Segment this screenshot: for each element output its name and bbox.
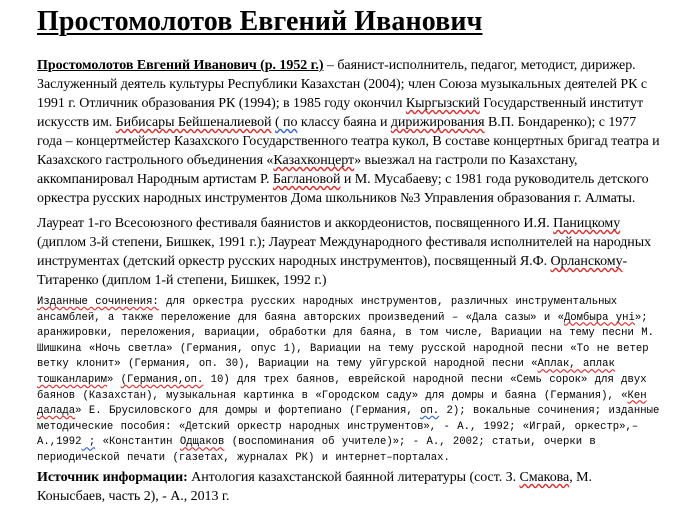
grammar-check-word: ( по: [274, 115, 298, 130]
works-text: для оркестра русских народных инструментов, различных инструментальных ансамблей, а также переложение для баяна авторских произведений – «Дала сазы» и «: [37, 296, 618, 324]
spellcheck-word: Бибисары Бейшеналиевой: [115, 115, 272, 130]
works-text: » Е. Брусиловского для домры и фортепиано (Германия,: [75, 405, 421, 418]
biography-paragraph: [37, 56, 662, 208]
source-text: Антология казахстанской баянной литературы (сост. З.: [187, 470, 520, 485]
bio-text: и М. Мусабаеву; с 1981 года руководитель детского оркестра русских народных инструментов Дома школьников №3 Управления образования г. Алматы.: [37, 172, 649, 206]
laureate-text: -Титаренко (диплом 1-й степени, Бишкек, 1992 г.): [37, 254, 628, 288]
laureate-text: Лауреат 1-го Всесоюзного фестиваля баянистов и аккордеонистов, посвященного И.Я.: [37, 216, 554, 231]
laureate-text: (диплом 3-й степени, Бишкек, 1991 г.); Лауреат Международного фестиваля исполнителей на народных инструментах (детский оркестр русских народных инструментов), посвященный Я.Ф.: [37, 235, 652, 269]
bio-text: классу баяна и: [297, 115, 391, 130]
spellcheck-word: дирижирования: [390, 115, 485, 130]
spellcheck-word: Одщаков: [179, 436, 225, 449]
bio-text: – баянист-исполнитель, педагог, методист, дирижер. Заслуженный деятель культуры Республики Казахстан (2004); член Союза музыкальных деятелей РК с 1991 г. Отличник образования РК (1994); в 1985 году окончил: [37, 58, 648, 111]
spellcheck-word: Кен: [627, 389, 647, 402]
works-label: Изданные сочинения:: [37, 296, 159, 308]
person-name-dates: Простомолотов Евгений Иванович (р. 1952 г.): [37, 58, 324, 73]
spellcheck-word: Смакова: [519, 470, 570, 485]
works-text: »; аранжировки, переложения, вариации, обработки для баяна, в том числе, Вариации на тему песни М. Шишкина «Ночь светла» (Германия, опус 1), Вариации на тему русской народной песни «То не ветер ветку клонит» (Германия, оп. 30), Вариации на тему уйгурской народной песни «: [37, 311, 654, 371]
grammar-check-word: оп.: [420, 405, 440, 418]
spellcheck-word: далада: [37, 405, 76, 418]
bio-text: » выезжал на гастроли по Казахстану, аккомпанировал Народным артистам Р.: [37, 153, 578, 187]
spellcheck-word: Паницкому: [553, 216, 621, 231]
works-text: 2); вокальные сочинения; изданные методические пособия: «Детский оркестр народных инструментов», - А., 1992; «Играй, оркестр»,– А.,1992: [37, 405, 660, 449]
source-text: , М. Конысбаев, часть 2), - А., 2013 г.: [37, 470, 592, 504]
works-text: 10) для трех баянов, еврейской народной песни «Семь сорок» для двух баянов (Казахстан), музыкальная картинка в «Городском саду» для домры и баяна (Германия), «: [37, 373, 647, 402]
page-title: Простомолотов Евгений Иванович: [37, 6, 483, 37]
works-text: (воспоминания об учителе)»; - А., 2002; статьи, очерки в периодической печати (газетах, журналах РК) и интернет–порталах.: [37, 436, 596, 464]
spellcheck-word: Казахконцерт: [273, 153, 355, 168]
works-paragraph: [37, 295, 667, 467]
grammar-check-word: ;: [81, 436, 96, 449]
spellcheck-word: (Германия,оп.: [120, 373, 204, 386]
spellcheck-word: Орланскому: [550, 254, 623, 269]
source-label: Источник информации:: [37, 470, 188, 485]
spellcheck-word: Аплак, аплак: [537, 358, 615, 371]
works-text: »: [106, 373, 121, 386]
spellcheck-word: Кыргызский: [405, 96, 480, 111]
laureate-paragraph: [37, 214, 662, 290]
spellcheck-word: Домбыра уні: [563, 311, 635, 324]
source-paragraph: [37, 468, 662, 506]
spellcheck-word: Баглановой: [272, 172, 341, 187]
works-text: «Константин: [95, 436, 180, 449]
bio-text: Государственный институт искусств им.: [37, 96, 644, 130]
bio-text: В.П. Бондаренко); с 1977 года – концертмейстер Казахского Государственного театра кукол, В составе концертных бригад театра и Казахского гастрольного объединения «: [37, 115, 660, 168]
spellcheck-word: тошканларим: [37, 373, 107, 386]
